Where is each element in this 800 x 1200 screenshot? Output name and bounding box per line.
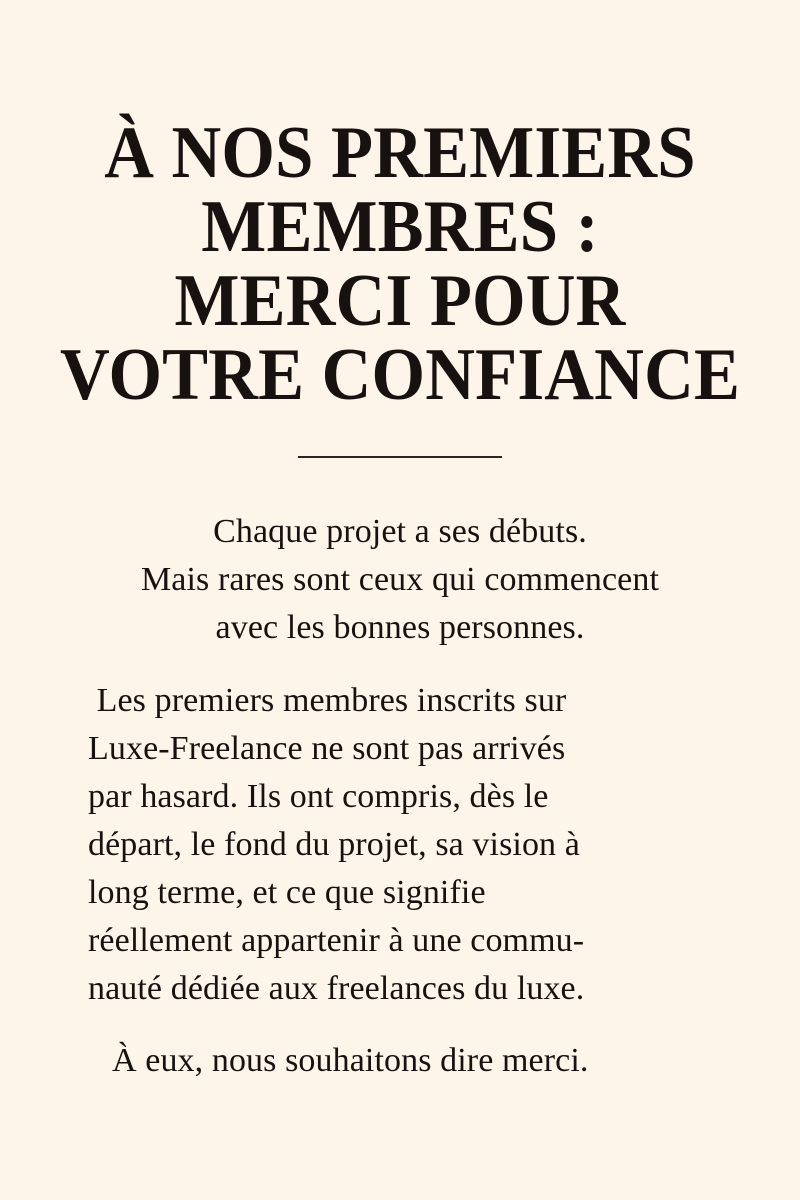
horizontal-rule-divider — [298, 456, 502, 458]
paragraph-main-line-5: long terme, et ce que signifie — [88, 874, 486, 911]
paragraph-closing-line-1: À eux, nous souhaitons dire merci. — [112, 1042, 589, 1079]
headline-line-1: À NOS PREMIERS — [104, 112, 696, 194]
paragraph-main-line-2: Luxe-Freelance ne sont pas arrivés — [88, 730, 566, 767]
headline-line-3: MERCI POUR — [174, 260, 626, 342]
paragraph-intro-line-1: Chaque projet a ses débuts. — [213, 513, 587, 550]
divider-container — [0, 456, 800, 458]
paragraph-closing — [50, 1037, 750, 1085]
paragraph-main-line-3: par hasard. Ils ont compris, dès le — [88, 778, 549, 815]
paragraph-intro-line-2: Mais rares sont ceux qui commencent — [140, 561, 660, 598]
paragraph-main-line-1: Les premiers membres inscrits sur — [88, 682, 567, 719]
paragraph-main — [50, 677, 750, 1013]
headline-line-4: VOTRE CONFIANCE — [59, 334, 741, 416]
paragraph-main-line-7: nauté dédiée aux freelances du luxe. — [88, 970, 585, 1007]
headline-line-2: MEMBRES : — [201, 186, 599, 268]
paragraph-intro-line-3: avec les bonnes personnes. — [215, 609, 585, 646]
paragraph-main-line-4: départ, le fond du projet, sa vision à — [88, 826, 580, 863]
paragraph-main-line-6: réellement appartenir à une commu- — [88, 922, 585, 959]
page-title — [20, 112, 780, 416]
paragraph-intro — [50, 508, 750, 652]
body-copy — [50, 508, 750, 1085]
